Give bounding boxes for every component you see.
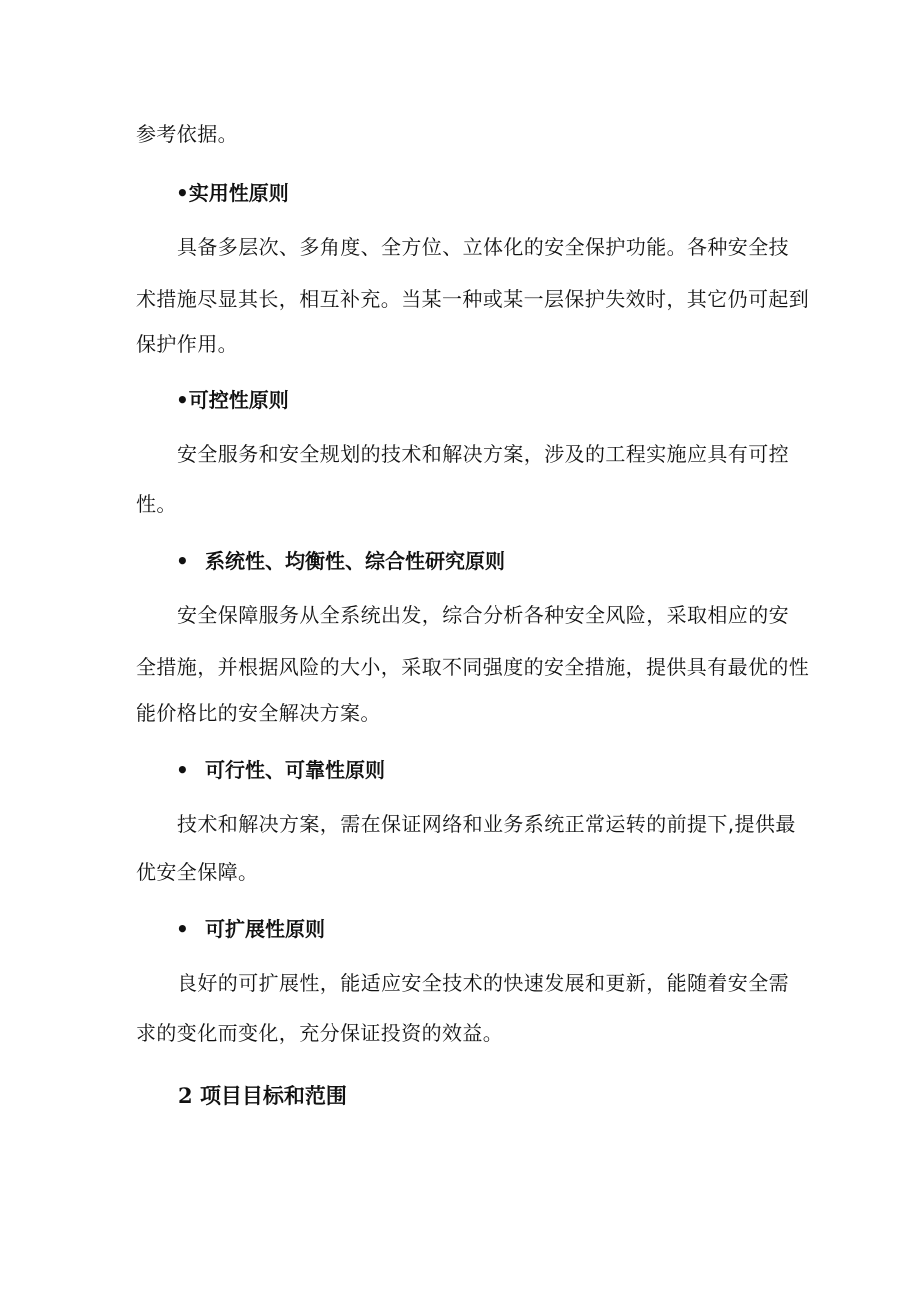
principle-heading-scalability — [176, 916, 920, 942]
principle-heading-controllability — [176, 387, 920, 413]
paragraph-line: 求的变化而变化，充分保证投资的效益。 — [136, 1021, 504, 1045]
paragraph-line: 能价格比的安全解决方案。 — [136, 701, 381, 725]
paragraph-line: 安全保障服务从全系统出发，综合分析各种安全风险，采取相应的安 — [177, 603, 789, 627]
principle-heading-practicality — [176, 180, 920, 206]
bullet-icon: • — [176, 388, 189, 412]
bullet-icon: • — [176, 181, 189, 205]
paragraph-line: 技术和解决方案，需在保证网络和业务系统正常运转的前提下,提供最 — [177, 812, 796, 836]
principle-heading-feasibility — [176, 757, 920, 783]
principle-title: 可行性、可靠性原则 — [205, 758, 385, 782]
principle-heading-systematic — [176, 548, 920, 574]
paragraph-line: 全措施，并根据风险的大小，采取不同强度的安全措施，提供具有最优的性 — [136, 655, 810, 679]
principle-title: 系统性、均衡性、综合性研究原则 — [205, 549, 505, 573]
section-heading-project-goals — [178, 1083, 920, 1109]
section-title: 项目目标和范围 — [199, 1084, 347, 1108]
paragraph-line: 优安全保障。 — [136, 860, 259, 884]
paragraph-line: 术措施尽显其长，相互补充。当某一种或某一层保护失效时，其它仍可起到 — [136, 287, 810, 311]
principle-title: 实用性原则 — [188, 181, 289, 205]
paragraph-line: 保护作用。 — [136, 332, 238, 356]
paragraph-line: 具备多层次、多角度、全方位、立体化的安全保护功能。各种安全技 — [177, 235, 789, 259]
principle-title: 可控性原则 — [188, 388, 289, 412]
bullet-icon: • — [176, 758, 189, 782]
bullet-icon: • — [176, 917, 189, 941]
paragraph-line: 性。 — [136, 492, 177, 516]
principle-title: 可扩展性原则 — [205, 917, 325, 941]
intro-tail-text: 参考依据。 — [136, 122, 238, 146]
paragraph-line: 安全服务和安全规划的技术和解决方案，涉及的工程实施应具有可控 — [177, 442, 789, 466]
paragraph-line: 良好的可扩展性，能适应安全技术的快速发展和更新，能随着安全需 — [177, 971, 789, 995]
bullet-icon: • — [176, 549, 189, 573]
section-number: 2 — [178, 1083, 193, 1108]
